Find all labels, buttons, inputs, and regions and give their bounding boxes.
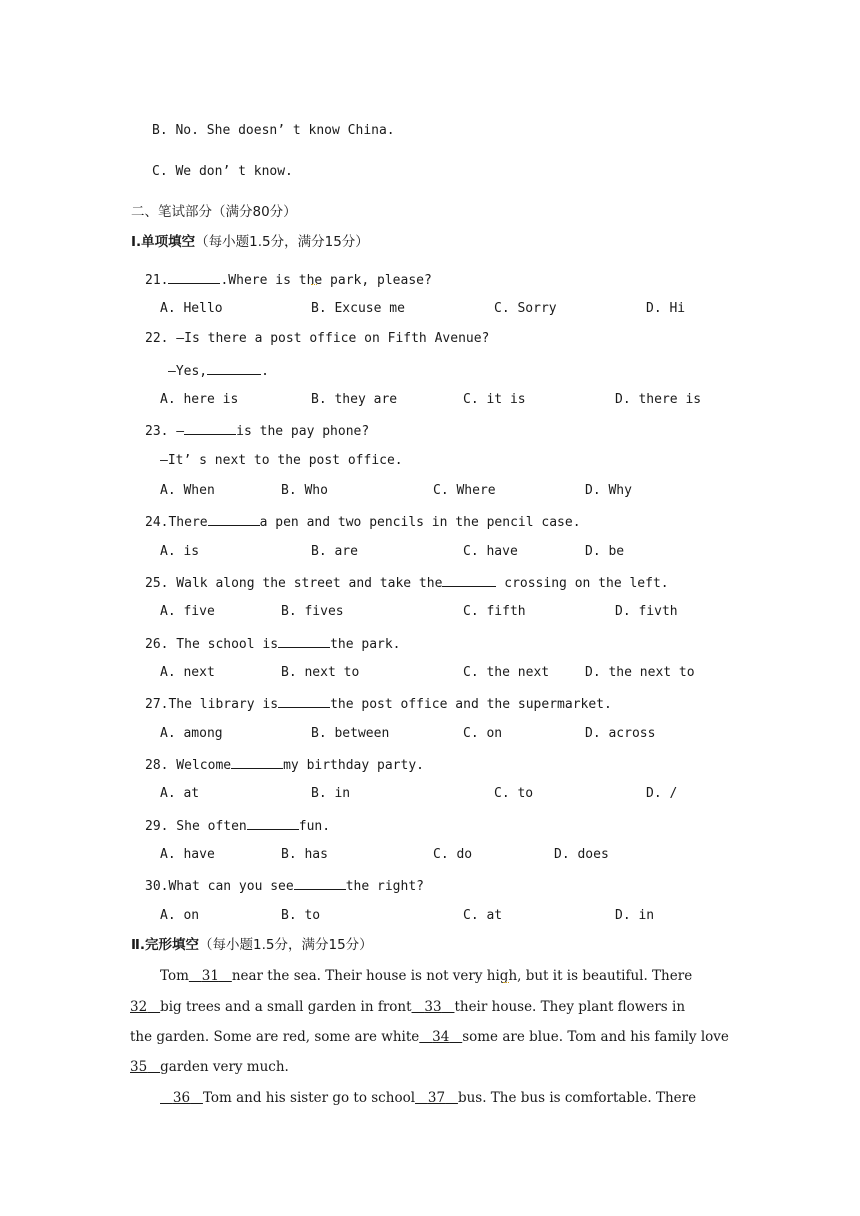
q22-reply-text: —Yes, <box>168 364 208 379</box>
q29-text-a: 29. She often <box>145 819 247 834</box>
spell-mark <box>503 979 509 983</box>
q21-number: 21. <box>145 273 169 288</box>
q29-option-d: D. does <box>554 847 609 862</box>
q22-reply-end: . <box>261 364 269 379</box>
q22-option-b: B. they are <box>311 392 398 407</box>
question-29 <box>145 817 330 835</box>
q23-text: is the pay phone? <box>236 424 370 439</box>
q29-option-a: A. have <box>160 847 215 862</box>
q21-option-d: D. Hi <box>646 301 686 316</box>
passage-text: bus. The bus is comfortable. There <box>457 1090 697 1106</box>
q29-text-b: fun. <box>298 819 331 834</box>
q27-text-a: 27.The library is <box>145 697 279 712</box>
passage-text: some are blue. Tom and his family love <box>462 1029 729 1045</box>
q27-text-b: the post office and the supermarket. <box>330 697 612 712</box>
q29-blank <box>247 817 299 830</box>
q25-blank <box>442 574 496 587</box>
passage-line-4 <box>130 1059 289 1075</box>
q21-blank <box>168 271 220 284</box>
q25-option-c: C. fifth <box>463 604 526 619</box>
q27-option-b: B. between <box>311 726 390 741</box>
q28-option-a: A. at <box>160 786 200 801</box>
q27-option-a: A. among <box>160 726 223 741</box>
q28-option-d: D. / <box>646 786 678 801</box>
passage-line-5 <box>160 1090 696 1106</box>
q22-option-d: D. there is <box>615 392 702 407</box>
part1-title-bold: Ⅰ.单项填空 <box>131 234 196 250</box>
q29-option-b: B. has <box>281 847 328 862</box>
q22-option-c: C. it is <box>463 392 526 407</box>
part2-title <box>131 937 373 953</box>
question-24 <box>145 513 581 531</box>
blank-34 <box>419 1029 462 1045</box>
blank-36-number: 36 <box>172 1090 191 1106</box>
q28-text-a: 28. Welcome <box>145 758 232 773</box>
q21-option-a: A. Hello <box>160 301 223 316</box>
blank-37 <box>415 1090 458 1106</box>
question-28 <box>145 756 424 774</box>
question-21 <box>145 271 432 289</box>
q27-option-c: C. on <box>463 726 503 741</box>
q30-option-b: B. to <box>281 908 321 923</box>
q26-text-b: the park. <box>330 637 401 652</box>
spell-mark <box>311 281 317 285</box>
passage-text: big trees and a small garden in front <box>160 999 412 1015</box>
q28-option-b: B. in <box>311 786 351 801</box>
blank-31-number: 31 <box>201 968 219 984</box>
q24-option-a: A. is <box>160 544 200 559</box>
blank-35 <box>130 1059 160 1075</box>
passage-line-1 <box>160 968 692 984</box>
blank-36 <box>160 1090 203 1106</box>
q24-number: 24.There <box>145 515 208 530</box>
q28-blank <box>231 756 283 769</box>
q30-option-c: C. at <box>463 908 503 923</box>
passage-text: their house. They plant flowers in <box>454 999 686 1015</box>
passage-text: near the sea. Their house is not very high, but it is beautiful. There <box>231 968 693 984</box>
q21-text: .Where is the park, please? <box>220 273 432 288</box>
question-22: 22. —Is there a post office on Fifth Avenue? <box>145 331 490 346</box>
q24-option-b: B. are <box>311 544 358 559</box>
q27-blank <box>278 695 330 708</box>
q26-option-a: A. next <box>160 665 215 680</box>
q21-option-c: C. Sorry <box>494 301 557 316</box>
question-23 <box>145 422 369 440</box>
q25-text-b: crossing on the left. <box>496 576 669 591</box>
q24-text: a pen and two pencils in the pencil case. <box>259 515 581 530</box>
q22-blank <box>207 362 261 375</box>
question-30 <box>145 877 424 895</box>
blank-35-number: 35 <box>130 1059 148 1075</box>
blank-32 <box>130 999 160 1015</box>
passage-line-2 <box>130 999 685 1015</box>
q24-blank <box>208 513 260 526</box>
listening-option-c: C. We don’ t know. <box>152 164 293 179</box>
part2-title-bold: Ⅱ.完形填空 <box>131 937 200 953</box>
q26-option-c: C. the next <box>463 665 550 680</box>
q23-blank <box>184 422 236 435</box>
part1-title <box>131 234 369 250</box>
q26-option-d: D. the next to <box>585 665 695 680</box>
q23-option-d: D. Why <box>585 483 632 498</box>
q28-text-b: my birthday party. <box>283 758 424 773</box>
q28-option-c: C. to <box>494 786 534 801</box>
q26-option-b: B. next to <box>281 665 360 680</box>
q29-option-c: C. do <box>433 847 473 862</box>
blank-33-number: 33 <box>424 999 442 1015</box>
q26-blank <box>278 635 330 648</box>
q25-option-a: A. five <box>160 604 215 619</box>
q23-option-a: A. When <box>160 483 215 498</box>
q30-blank <box>294 877 346 890</box>
question-27 <box>145 695 612 713</box>
passage-text: the garden. Some are red, some are white <box>130 1029 420 1045</box>
listening-option-b: B. No. She doesn’ t know China. <box>152 123 395 138</box>
q25-text-a: 25. Walk along the street and take the <box>145 576 443 591</box>
question-22-reply <box>168 362 269 380</box>
q23-option-b: B. Who <box>281 483 328 498</box>
blank-33 <box>412 999 455 1015</box>
question-25 <box>145 574 669 592</box>
q22-option-a: A. here is <box>160 392 239 407</box>
q23-number: 23. — <box>145 424 185 439</box>
blank-34-number: 34 <box>432 1029 450 1045</box>
q30-text-b: the right? <box>345 879 424 894</box>
passage-text: Tom <box>160 968 189 984</box>
question-26 <box>145 635 401 653</box>
part2-title-rest: （每小题1.5分，满分15分） <box>199 937 373 953</box>
q27-option-d: D. across <box>585 726 656 741</box>
passage-text: garden very much. <box>160 1059 289 1075</box>
blank-31 <box>189 968 232 984</box>
passage-line-3 <box>130 1029 729 1045</box>
passage-text: Tom and his sister go to school <box>202 1090 416 1106</box>
q26-text-a: 26. The school is <box>145 637 279 652</box>
part1-title-rest: （每小题1.5分，满分15分） <box>195 234 369 250</box>
q25-option-d: D. fivth <box>615 604 678 619</box>
blank-32-number: 32 <box>130 999 148 1015</box>
q24-option-d: D. be <box>585 544 625 559</box>
q30-option-a: A. on <box>160 908 200 923</box>
q21-option-b: B. Excuse me <box>311 301 405 316</box>
q30-text-a: 30.What can you see <box>145 879 294 894</box>
q30-option-d: D. in <box>615 908 655 923</box>
q25-option-b: B. fives <box>281 604 344 619</box>
section-title: 二、笔试部分（满分80分） <box>131 204 297 220</box>
blank-37-number: 37 <box>427 1090 446 1106</box>
question-23-reply: —It’ s next to the post office. <box>160 453 403 468</box>
q24-option-c: C. have <box>463 544 518 559</box>
q23-option-c: C. Where <box>433 483 496 498</box>
